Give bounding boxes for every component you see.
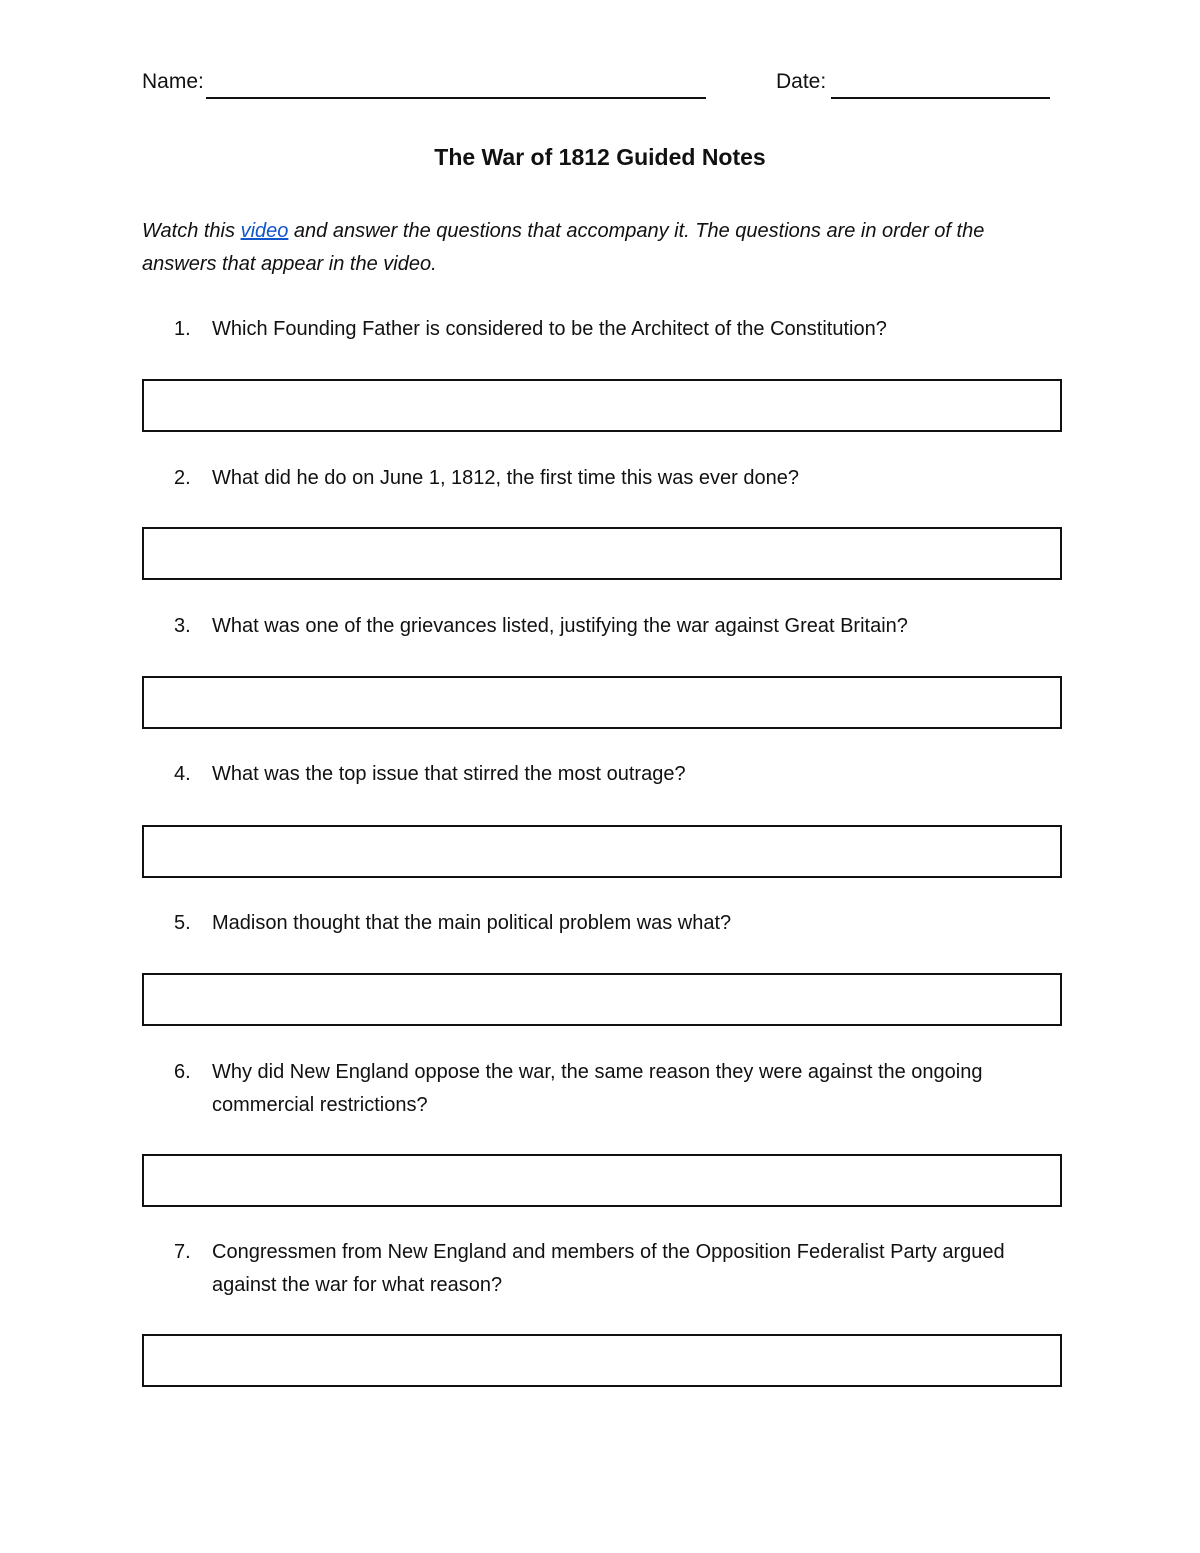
question-text: What was the top issue that stirred the most outrage?: [212, 763, 686, 785]
page-title: The War of 1812 Guided Notes: [434, 144, 766, 170]
question-7: [142, 1236, 1042, 1302]
question-number: 4.: [174, 763, 191, 785]
answer-box-1[interactable]: [142, 379, 1062, 432]
date-label: Date:: [776, 70, 827, 93]
name-field[interactable]: [206, 97, 706, 99]
instructions-prefix: Watch this: [142, 220, 241, 242]
answer-box-2[interactable]: [142, 527, 1062, 580]
question-4: [142, 758, 1042, 791]
question-text: What did he do on June 1, 1812, the first time this was ever done?: [212, 467, 800, 489]
question-text: Congressmen from New England and members of the Opposition Federalist Party argued against the war for what reason?: [212, 1241, 1005, 1296]
question-3: [142, 610, 1042, 643]
question-text: What was one of the grievances listed, justifying the war against Great Britain?: [212, 615, 908, 637]
answer-box-6[interactable]: [142, 1154, 1062, 1207]
question-5: [142, 907, 1042, 940]
question-6: [142, 1056, 1042, 1122]
instructions-suffix: and answer the questions that accompany it. The questions are in order of the answers that appear in the video.: [142, 220, 985, 275]
answer-box-4[interactable]: [142, 825, 1062, 878]
question-text: Madison thought that the main political problem was what?: [212, 912, 732, 934]
question-text: Why did New England oppose the war, the same reason they were against the ongoing commercial restrictions?: [212, 1061, 983, 1116]
answer-box-5[interactable]: [142, 973, 1062, 1026]
question-1: [142, 313, 1042, 346]
instructions: [142, 215, 1042, 281]
question-2: [142, 462, 1042, 495]
answer-box-7[interactable]: [142, 1334, 1062, 1387]
question-text: Which Founding Father is considered to be the Architect of the Constitution?: [212, 318, 887, 340]
answer-box-3[interactable]: [142, 676, 1062, 729]
question-number: 5.: [174, 912, 191, 934]
question-number: 7.: [174, 1241, 191, 1263]
question-number: 3.: [174, 615, 191, 637]
question-number: 1.: [174, 318, 191, 340]
date-field[interactable]: [831, 97, 1050, 99]
name-label: Name:: [142, 70, 204, 93]
video-link[interactable]: video: [240, 220, 289, 242]
question-number: 2.: [174, 467, 191, 489]
question-number: 6.: [174, 1061, 191, 1083]
